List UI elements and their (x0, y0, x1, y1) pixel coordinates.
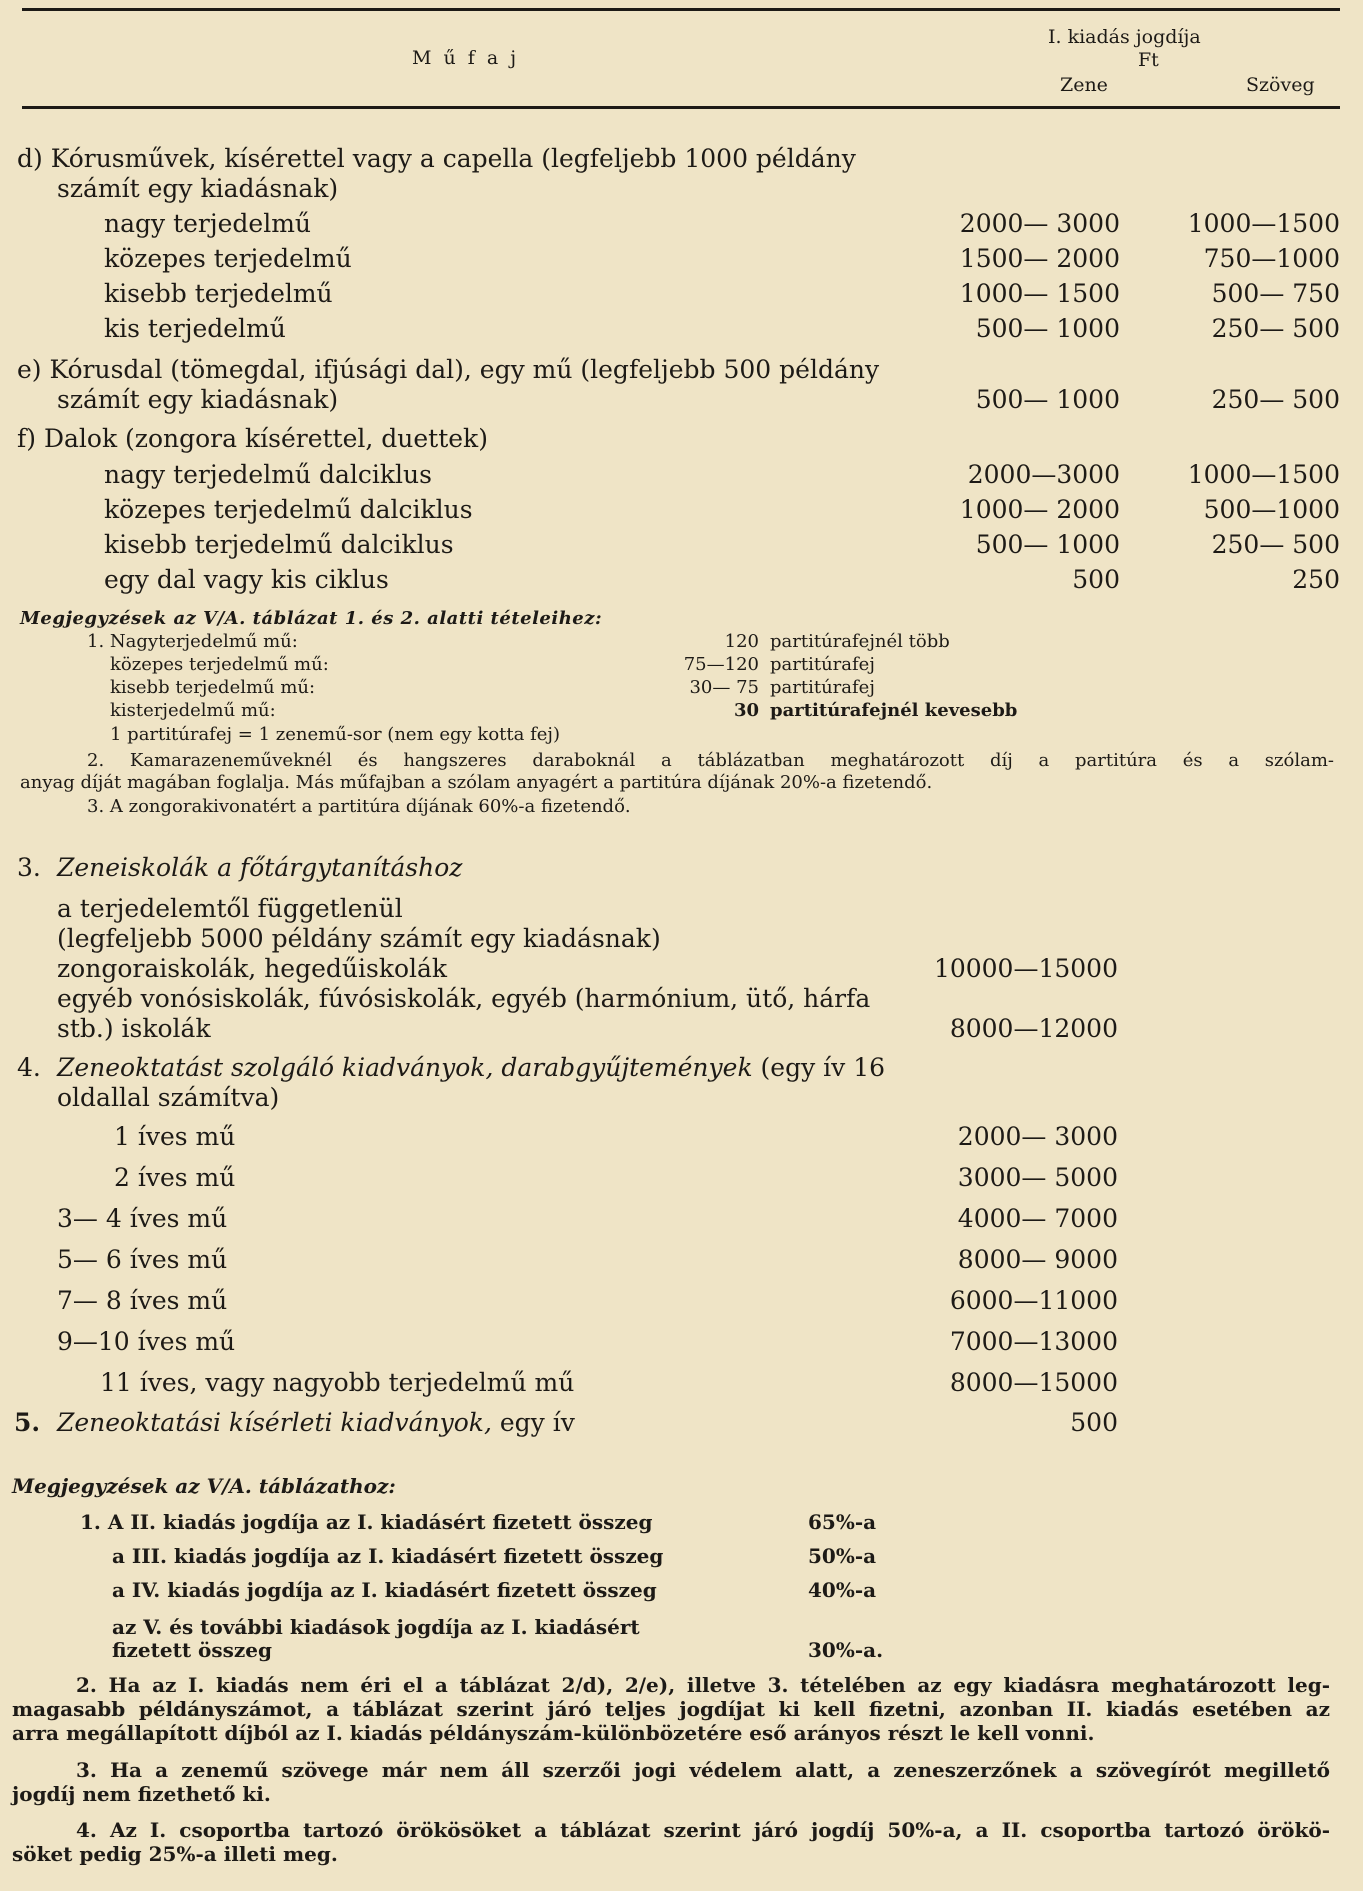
section-f-row-zene: 500 (1072, 565, 1120, 594)
section-f-row-zene: 2000—3000 (967, 460, 1120, 489)
notes2-item-text: a III. kiadás jogdíja az I. kiadásért fizetett összeg (112, 1544, 664, 1568)
section5-title-line (57, 1408, 575, 1438)
section4-row-label: 3— 4 íves mű (57, 1204, 228, 1233)
section-f-row-zene: 500— 1000 (975, 530, 1120, 559)
section3-line1: a terjedelemtől függetlenül (57, 894, 403, 923)
section-d-row-szoveg: 250— 500 (1211, 314, 1340, 343)
notes2-item4-pct: 30%-a. (808, 1638, 884, 1662)
section-e-zene: 500— 1000 (975, 385, 1120, 414)
section4-row-label: 11 íves, vagy nagyobb terjedelmű mű (100, 1368, 575, 1397)
section-d-row-label: közepes terjedelmű (104, 244, 352, 273)
notes2-item-text: a IV. kiadás jogdíja az I. kiadásért fizetett összeg (112, 1578, 657, 1602)
section-f-row-label: közepes terjedelmű dalciklus (104, 495, 473, 524)
notes2-item4-line2: fizetett összeg (112, 1638, 272, 1662)
section-d-row-zene: 1000— 1500 (959, 279, 1120, 308)
section5-value: 500 (1070, 1408, 1118, 1437)
section-d-row-zene: 1500— 2000 (959, 244, 1120, 273)
section-f-row-szoveg: 1000—1500 (1187, 460, 1340, 489)
section4-row-value: 3000— 5000 (957, 1163, 1118, 1192)
section3-value5: 8000—12000 (949, 1014, 1118, 1043)
notes2-item-pct: 40%-a (808, 1578, 877, 1602)
section-d-row-zene: 500— 1000 (975, 314, 1120, 343)
notes1-item-range: 120 (724, 631, 759, 652)
notes2-para2-line2: magasabb példányszámot, a táblázat szerint járó teljes jogdíjat ki kell fizetni, azonban II. kiadás esetében az (12, 1697, 1330, 1721)
notes2-item4-line1: az V. és további kiadások jogdíja az I. kiadásért (112, 1615, 640, 1639)
section4-row-label: 9—10 íves mű (57, 1327, 236, 1356)
notes2-para4-line2: söket pedig 25%-a illeti meg. (12, 1842, 338, 1866)
header-szoveg: Szöveg (1246, 74, 1315, 96)
notes1-definition: 1 partitúrafej = 1 zenemű-sor (nem egy kotta fej) (110, 724, 561, 745)
notes2-para3-line2: jogdíj nem fizethető ki. (12, 1782, 271, 1806)
section5-title: Zeneoktatási kísérleti kiadványok, (57, 1408, 492, 1437)
section-d-row-zene: 2000— 3000 (959, 209, 1120, 238)
section-f-row-szoveg: 500—1000 (1203, 495, 1340, 524)
notes1-item-label: kisterjedelmű mű: (110, 700, 276, 721)
section-d-row-label: nagy terjedelmű (104, 209, 312, 238)
notes1-note2-line1: 2. Kamarazeneműveknél és hangszeres daraboknál a táblázatban meghatározott díj a partitúra és a szólam- (87, 750, 1334, 771)
notes1-item-desc: partitúrafej (770, 654, 875, 675)
notes2-para2-line3: arra megállapított díjból az I. kiadás példányszám-különbözetére eső arányos részt le kell vonni. (12, 1721, 1095, 1745)
notes1-item-range: 75—120 (683, 654, 759, 675)
section4-row-value: 2000— 3000 (957, 1122, 1118, 1151)
header-mufaj: M ű f a j (412, 47, 520, 69)
notes1-item-label: kisebb terjedelmű mű: (110, 677, 316, 698)
section-d-line1: d) Kórusművek, kísérettel vagy a capella (legfeljebb 1000 példány (17, 144, 856, 173)
notes1-note2-line2: anyag díját magában foglalja. Más műfajban a szólam anyagért a partitúra díjának 20%-a fizetendő. (20, 772, 933, 793)
section-f-row-label: egy dal vagy kis ciklus (104, 565, 389, 594)
section4-title-line (57, 1053, 885, 1083)
top-rule (22, 8, 1340, 11)
section-d-row-label: kis terjedelmű (104, 314, 286, 343)
section4-row-label: 5— 6 íves mű (57, 1245, 228, 1274)
section4-row-value: 7000—13000 (949, 1327, 1118, 1356)
section4-row-value: 8000—15000 (949, 1368, 1118, 1397)
section4-row-label: 7— 8 íves mű (57, 1286, 228, 1315)
header-kiadas-jogdija: I. kiadás jogdíja (1048, 26, 1201, 48)
notes1-item-label: 1. Nagyterjedelmű mű: (87, 631, 298, 652)
section-f-row-label: kisebb terjedelmű dalciklus (104, 530, 454, 559)
section3-line2: (legfeljebb 5000 példány számít egy kiadásnak) (57, 924, 661, 953)
notes2-para2-line1: 2. Ha az I. kiadás nem éri el a táblázat 2/d), 2/e), illetve 3. tételében az egy kiadásra meghatározott leg- (76, 1673, 1330, 1697)
section3-line3: zongoraiskolák, hegedűiskolák (57, 954, 448, 983)
section3-line4: egyéb vonósiskolák, fúvósiskolák, egyéb (harmónium, ütő, hárfa (57, 984, 871, 1013)
notes2-para3-line1: 3. Ha a zenemű szövege már nem áll szerzői jogi védelem alatt, a zeneszerzőnek a szövegírót megillető (76, 1758, 1330, 1782)
section3-title: Zeneiskolák a főtárgytanításhoz (57, 853, 463, 882)
notes1-item-label: közepes terjedelmű mű: (110, 654, 329, 675)
section-d-line2: számít egy kiadásnak) (57, 174, 339, 203)
notes1-item-range: 30— 75 (689, 677, 759, 698)
notes1-title: Megjegyzések az V/A. táblázat 1. és 2. alatti tételeihez: (20, 608, 603, 629)
section4-row-value: 6000—11000 (949, 1286, 1118, 1315)
section3-line5: stb.) iskolák (57, 1014, 211, 1043)
notes1-note3: 3. A zongorakivonatért a partitúra díjának 60%-a fizetendő. (87, 796, 631, 817)
section-d-row-szoveg: 750—1000 (1203, 244, 1340, 273)
notes1-item-desc: partitúrafejnél több (770, 631, 950, 652)
section-d-row-label: kisebb terjedelmű (104, 279, 333, 308)
section-d-row-szoveg: 1000—1500 (1187, 209, 1340, 238)
section5-num: 5. (14, 1408, 41, 1437)
notes2-title: Megjegyzések az V/A. táblázathoz: (12, 1474, 396, 1498)
section-f-row-label: nagy terjedelmű dalciklus (104, 460, 432, 489)
notes2-para4-line1: 4. Az I. csoportba tartozó örökösöket a táblázat szerint járó jogdíj 50%-a, a II. csoportba tartozó örökö- (76, 1818, 1330, 1842)
notes2-item-pct: 50%-a (808, 1544, 877, 1568)
notes1-item-desc: partitúrafej (770, 677, 875, 698)
section-f-row-szoveg: 250— 500 (1211, 530, 1340, 559)
section3-num: 3. (17, 853, 41, 882)
section4-row-value: 4000— 7000 (957, 1204, 1118, 1233)
section4-line2: oldallal számítva) (57, 1083, 280, 1112)
notes2-item-pct: 65%-a (808, 1510, 877, 1534)
section-e-line2: számít egy kiadásnak) (57, 385, 339, 414)
section-f-line1: f) Dalok (zongora kísérettel, duettek) (17, 424, 488, 453)
notes2-item-text: 1. A II. kiadás jogdíja az I. kiadásért fizetett összeg (80, 1510, 653, 1534)
section4-title: Zeneoktatást szolgáló kiadványok, darabgyűjtemények (57, 1053, 753, 1082)
section-f-row-szoveg: 250 (1292, 565, 1340, 594)
section4-row-label: 1 íves mű (114, 1122, 236, 1151)
section4-row-value: 8000— 9000 (957, 1245, 1118, 1274)
section-e-line1: e) Kórusdal (tömegdal, ifjúsági dal), egy mű (legfeljebb 500 példány (17, 355, 880, 384)
section5-title-rest: egy ív (499, 1408, 575, 1437)
section4-num: 4. (17, 1053, 41, 1082)
section4-title-rest: (egy ív 16 (760, 1053, 886, 1082)
section-d-row-szoveg: 500— 750 (1211, 279, 1340, 308)
header-ft: Ft (1138, 49, 1159, 71)
section4-row-label: 2 íves mű (114, 1163, 236, 1192)
notes1-item-desc: partitúrafejnél kevesebb (770, 700, 1018, 721)
section3-value3: 10000—15000 (933, 954, 1118, 983)
section-e-szoveg: 250— 500 (1211, 385, 1340, 414)
section-f-row-zene: 1000— 2000 (959, 495, 1120, 524)
header-rule (22, 106, 1340, 109)
header-zene: Zene (1060, 74, 1108, 96)
notes1-item-range: 30 (733, 700, 759, 721)
